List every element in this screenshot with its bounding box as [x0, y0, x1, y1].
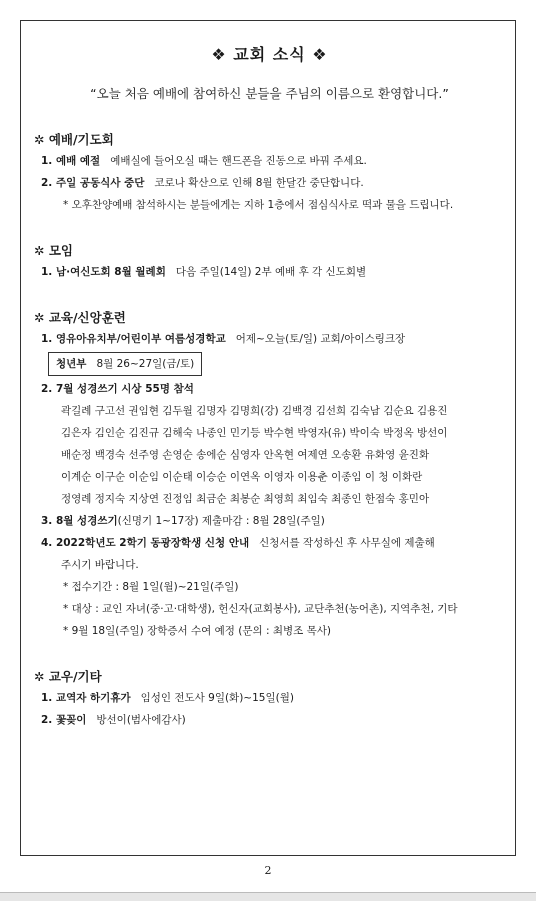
name-list-line: 정영례 정지숙 지상연 진정임 최금순 최봉순 최영희 최임숙 최종인 한점숙 홍민아 [61, 493, 430, 505]
education-item-2-label: 2. 7월 성경쓰기 시상 55명 참석 [41, 383, 194, 395]
misc-item-1 [34, 690, 505, 706]
education-item-1 [34, 331, 505, 347]
scholarship-note: * 대상 : 교인 자녀(중·고·대학생), 헌신자(교회봉사), 교단추천(농어촌), 지역추천, 기타 [63, 603, 458, 615]
education-item-2 [34, 381, 505, 397]
page-title: ❖ 교회 소식 ❖ [211, 45, 328, 64]
page-number: 2 [264, 864, 272, 877]
youth-label: 청년부 [56, 358, 87, 370]
youth-schedule-box [48, 352, 202, 376]
meeting-item-1-text: 다음 주일(14일) 2부 예배 후 각 신도회별 [175, 266, 367, 278]
education-item-1-label: 1. 영유아유치부/어린이부 여름성경학교 [41, 333, 226, 345]
education-item-4-text: 신청서를 작성하신 후 사무실에 제출해 [259, 537, 435, 549]
scholarship-note: * 9월 18일(주일) 장학증서 수여 예정 (문의 : 최병조 목사) [63, 625, 331, 637]
section-heading-misc: ✲ 교우/기타 [34, 669, 102, 684]
meeting-item-1 [34, 264, 505, 280]
youth-text: 8월 26~27일(금/토) [96, 358, 195, 370]
misc-item-1-label: 1. 교역자 하기휴가 [41, 692, 131, 704]
worship-item-2-label: 2. 주일 공동식사 중단 [41, 177, 145, 189]
worship-item-1-label: 1. 예배 예절 [41, 155, 101, 167]
misc-item-2-text: 방선이(범사에감사) [96, 714, 186, 726]
misc-item-2-label: 2. 꽃꽂이 [41, 714, 87, 726]
education-item-3 [34, 513, 505, 529]
section-heading-meeting: ✲ 모임 [34, 243, 73, 258]
welcome-message: “오늘 처음 예배에 참여하신 분들을 주님의 이름으로 환영합니다.” [90, 86, 449, 101]
name-list-line: 이계순 이구순 이순임 이순태 이승순 이연옥 이영자 이용춘 이종임 이 청 이화란 [61, 471, 423, 483]
education-item-3-text: (신명기 1~17장) 제출마감 : 8월 28일(주일) [117, 515, 325, 527]
name-list-line: 곽길례 구고선 권임현 김두월 김명자 김명희(강) 김백경 김선희 김숙남 김순요 김용진 [61, 405, 448, 417]
worship-item-2-text: 코로나 확산으로 인해 8월 한달간 중단합니다. [154, 177, 364, 189]
scholarship-note: * 접수기간 : 8월 1일(월)~21일(주일) [63, 581, 239, 593]
misc-item-1-text: 임성인 전도사 9일(화)~15일(월) [140, 692, 294, 704]
misc-item-2 [34, 712, 505, 728]
education-item-4-cont: 주시기 바랍니다. [61, 559, 139, 571]
worship-item-1-text: 예배실에 들어오실 때는 핸드폰을 진동으로 바꿔 주세요. [110, 155, 367, 167]
name-list-line: 배순정 백경숙 선주영 손영순 송에순 심영자 안옥현 여제연 오송환 유화영 윤진화 [61, 449, 430, 461]
worship-item-2 [34, 175, 505, 191]
section-heading-worship: ✲ 예배/기도회 [34, 132, 114, 147]
education-item-3-label: 3. 8월 성경쓰기 [41, 515, 118, 527]
worship-item-1 [34, 153, 505, 169]
worship-item-2-note: * 오후찬양예배 참석하시는 분들에게는 지하 1층에서 점심식사로 떡과 물을 드립니다. [63, 199, 454, 211]
education-item-4 [34, 535, 505, 551]
name-list-line: 김은자 김인순 김진규 김해숙 나종인 민기등 박수현 박영자(유) 박이숙 박정옥 방선이 [61, 427, 448, 439]
education-item-1-text: 어제~오늘(토/일) 교회/아이스링크장 [235, 333, 406, 345]
education-item-4-label: 4. 2022학년도 2학기 동광장학생 신청 안내 [41, 537, 250, 549]
meeting-item-1-label: 1. 남·여신도회 8월 월례회 [41, 266, 166, 278]
youth-schedule-row [34, 352, 505, 376]
section-heading-education: ✲ 교육/신앙훈련 [34, 310, 126, 325]
bulletin-frame [20, 20, 516, 856]
